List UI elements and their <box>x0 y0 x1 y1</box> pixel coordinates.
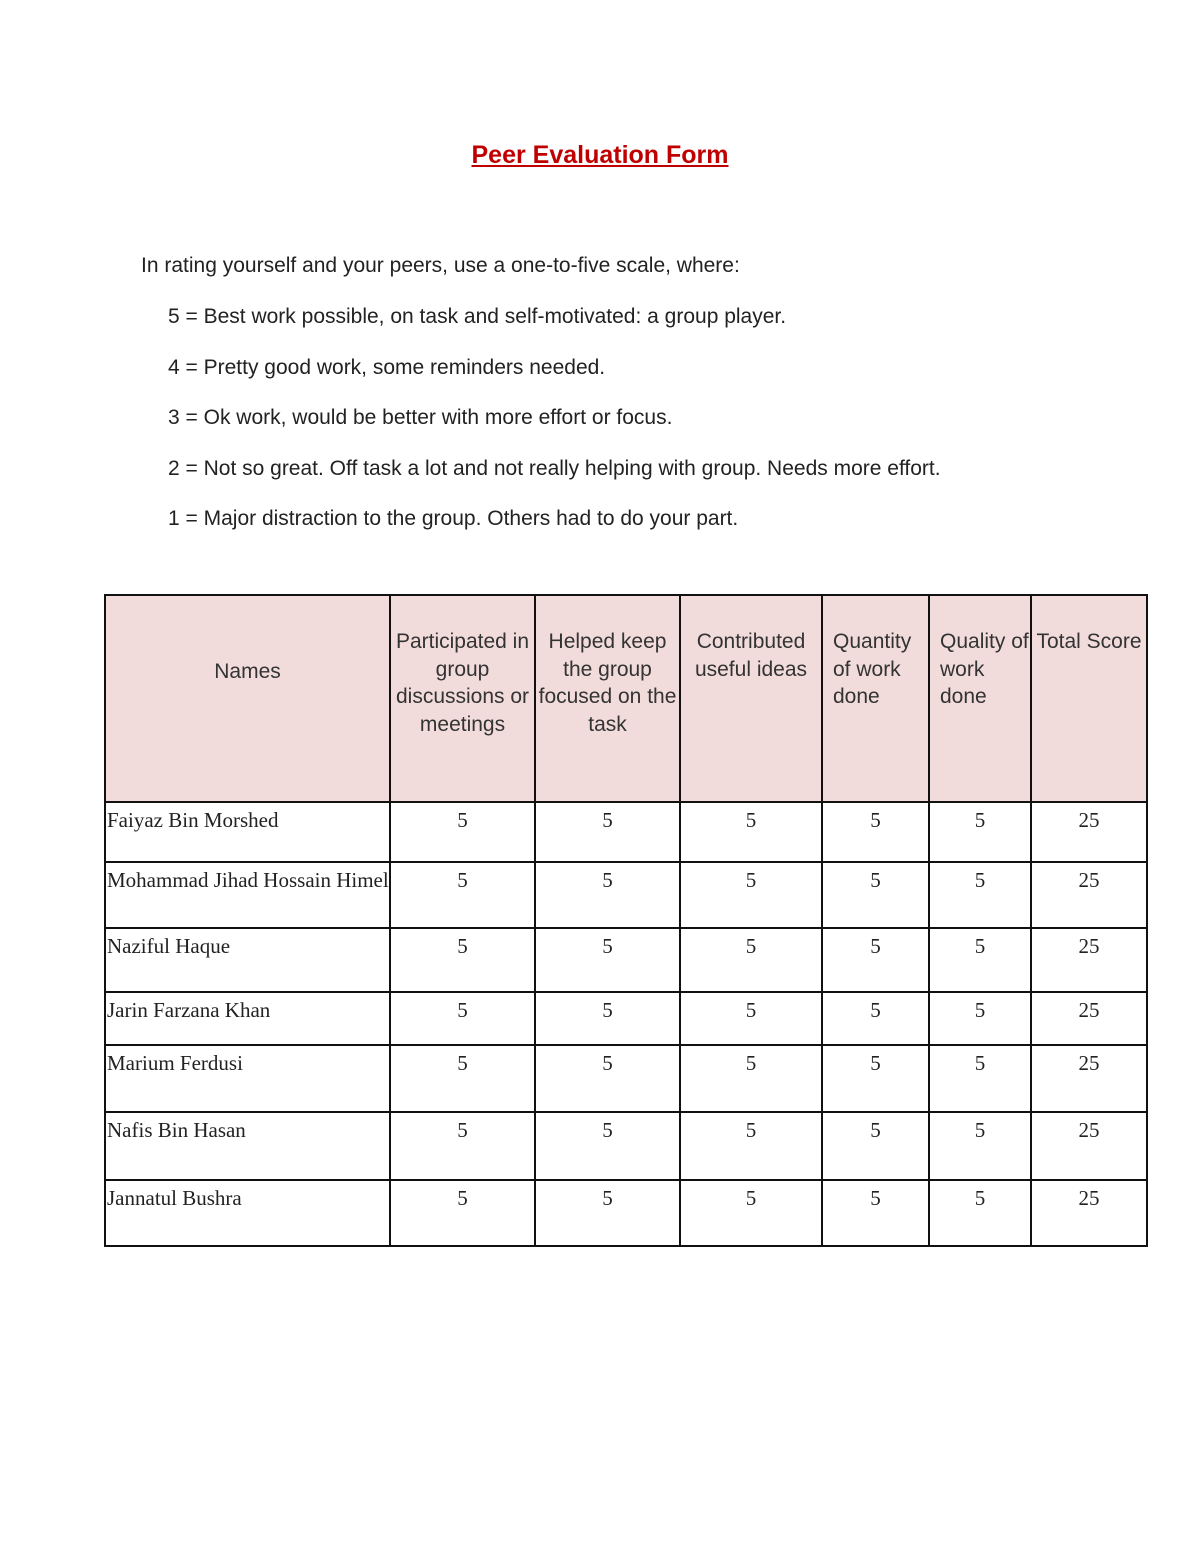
score-cell: 5 <box>390 992 535 1045</box>
total-score-cell: 25 <box>1031 802 1147 862</box>
scale-item-2: 2 = Not so great. Off task a lot and not really helping with group. Needs more effort. <box>168 456 941 480</box>
score-cell: 5 <box>680 1180 822 1246</box>
header-helped-focus: Helped keep the group focused on the task <box>535 595 680 802</box>
header-contributed: Contributed useful ideas <box>680 595 822 802</box>
rating-scale-list <box>168 304 941 557</box>
score-cell: 5 <box>929 1180 1031 1246</box>
score-cell: 5 <box>390 802 535 862</box>
total-score-cell: 25 <box>1031 1045 1147 1112</box>
score-cell: 5 <box>680 992 822 1045</box>
score-cell: 5 <box>929 928 1031 992</box>
score-cell: 5 <box>535 1112 680 1180</box>
score-cell: 5 <box>680 862 822 928</box>
score-cell: 5 <box>535 802 680 862</box>
table-row <box>105 928 1147 992</box>
page-title: Peer Evaluation Form <box>471 141 729 169</box>
table-row <box>105 1180 1147 1246</box>
score-cell: 5 <box>535 1180 680 1246</box>
member-name-cell: Nafis Bin Hasan <box>105 1112 390 1180</box>
table-row <box>105 1045 1147 1112</box>
score-cell: 5 <box>390 1180 535 1246</box>
table-row <box>105 802 1147 862</box>
evaluation-table <box>104 594 1148 1247</box>
header-row <box>105 595 1147 802</box>
header-names: Names <box>105 595 390 802</box>
score-cell: 5 <box>680 928 822 992</box>
score-cell: 5 <box>929 862 1031 928</box>
member-name-cell: Jannatul Bushra <box>105 1180 390 1246</box>
member-name-cell: Mohammad Jihad Hossain Himel <box>105 862 390 928</box>
score-cell: 5 <box>390 928 535 992</box>
score-cell: 5 <box>535 928 680 992</box>
score-cell: 5 <box>390 1112 535 1180</box>
score-cell: 5 <box>929 992 1031 1045</box>
score-cell: 5 <box>822 992 929 1045</box>
score-cell: 5 <box>680 1112 822 1180</box>
member-name-cell: Naziful Haque <box>105 928 390 992</box>
score-cell: 5 <box>822 1045 929 1112</box>
score-cell: 5 <box>535 862 680 928</box>
score-cell: 5 <box>390 1045 535 1112</box>
header-total-score: Total Score <box>1031 595 1147 802</box>
header-participated: Participated in group discussions or meetings <box>390 595 535 802</box>
score-cell: 5 <box>680 1045 822 1112</box>
total-score-cell: 25 <box>1031 928 1147 992</box>
header-quantity: Quantity of work done <box>822 595 929 802</box>
score-cell: 5 <box>929 1045 1031 1112</box>
scale-item-3: 3 = Ok work, would be better with more effort or focus. <box>168 406 673 429</box>
table-row <box>105 992 1147 1045</box>
table-row <box>105 1112 1147 1180</box>
total-score-cell: 25 <box>1031 992 1147 1045</box>
score-cell: 5 <box>822 928 929 992</box>
score-cell: 5 <box>929 1112 1031 1180</box>
table-row <box>105 862 1147 928</box>
total-score-cell: 25 <box>1031 1180 1147 1246</box>
scale-item-4: 4 = Pretty good work, some reminders needed. <box>168 355 606 379</box>
member-name-cell: Marium Ferdusi <box>105 1045 390 1112</box>
member-name-cell: Faiyaz Bin Morshed <box>105 802 390 862</box>
score-cell: 5 <box>822 1180 929 1246</box>
rating-instructions: In rating yourself and your peers, use a one-to-five scale, where: <box>141 254 740 277</box>
score-cell: 5 <box>390 862 535 928</box>
score-cell: 5 <box>680 802 822 862</box>
header-quality: Quality of work done <box>929 595 1031 802</box>
member-name-cell: Jarin Farzana Khan <box>105 992 390 1045</box>
score-cell: 5 <box>822 862 929 928</box>
score-cell: 5 <box>822 802 929 862</box>
score-cell: 5 <box>929 802 1031 862</box>
total-score-cell: 25 <box>1031 862 1147 928</box>
scale-item-1: 1 = Major distraction to the group. Others had to do your part. <box>168 507 739 530</box>
score-cell: 5 <box>535 992 680 1045</box>
score-cell: 5 <box>822 1112 929 1180</box>
scale-item-5: 5 = Best work possible, on task and self-motivated: a group player. <box>168 305 787 328</box>
total-score-cell: 25 <box>1031 1112 1147 1180</box>
score-cell: 5 <box>535 1045 680 1112</box>
